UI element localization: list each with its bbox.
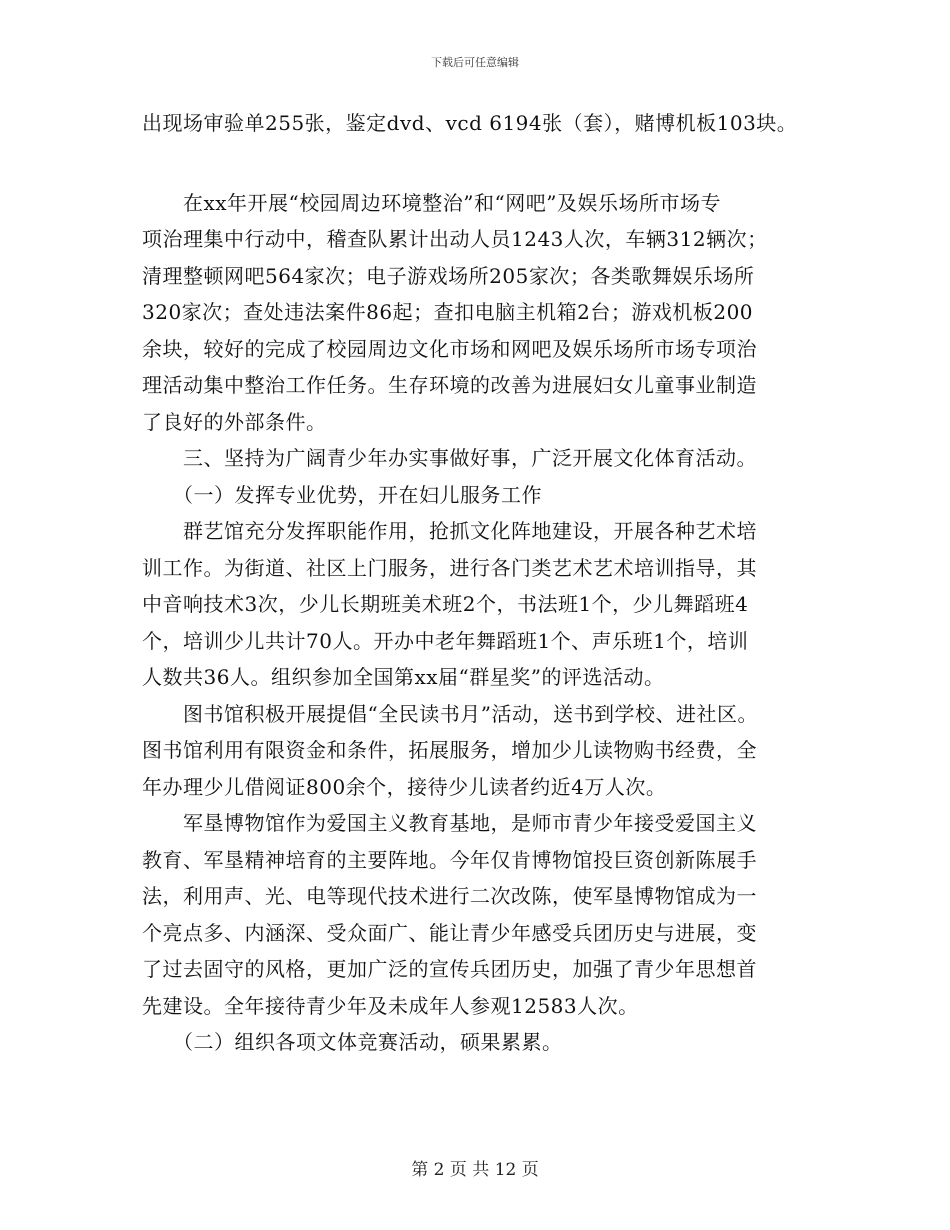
- paragraph-gap: [142, 142, 822, 185]
- text-line: 法，利用声、光、电等现代技术进行二次改陈，使军垦博物馆成为一: [142, 884, 757, 908]
- text-line: 320家次；查处违法案件86起；查扣电脑主机箱2台；游戏机板200: [142, 300, 754, 324]
- text-line: 个，培训少儿共计70人。开办中老年舞蹈班1个、声乐班1个，培训: [142, 628, 749, 653]
- text-line: 在xx年开展“校园周边环境整治”和“网吧”及娱乐场所市场专: [142, 190, 721, 215]
- text-line: 图书馆积极开展提倡“全民读书月”活动，送书到学校、进社区。: [142, 701, 758, 726]
- text-line: 人数共36人。组织参加全国第xx届“群星奖”的评选活动。: [142, 665, 665, 689]
- text-line: 年办理少儿借阅证800余个，接待少儿读者约近4万人次。: [142, 774, 667, 799]
- subsection-heading: （二）组织各项文体竞赛活动，硕果累累。: [142, 1030, 563, 1054]
- text-line: 中音响技术3次，少儿长期班美术班2个，书法班1个，少儿舞蹈班4: [142, 592, 749, 616]
- text-line: 了过去固守的风格，更加广泛的宣传兵团历史，加强了青少年思想首: [142, 957, 757, 981]
- page-header: 下载后可任意编辑: [431, 56, 519, 69]
- text-line: 先建设。全年接待青少年及未成年人参观12583人次。: [142, 993, 639, 1018]
- text-line: 图书馆利用有限资金和条件，拓展服务，增加少儿读物购书经费，全: [142, 738, 757, 762]
- text-line: 出现场审验单255张，鉴定dvd、vcd 6194张（套），赌博机板103块。: [142, 111, 798, 135]
- subsection-heading: （一）发挥专业优势，开在妇儿服务工作: [142, 482, 542, 507]
- text-line: 群艺馆充分发挥职能作用，抢抓文化阵地建设，开展各种艺术培: [142, 519, 757, 543]
- document-body: [142, 105, 822, 1061]
- section-heading: 三、坚持为广阔青少年办实事做好事，广泛开展文化体育活动。: [142, 446, 757, 470]
- text-line: 训工作。为街道、社区上门服务，进行各门类艺术艺术培训指导，其: [142, 555, 757, 580]
- page-footer: 第 2 页 共 12 页: [411, 1160, 539, 1180]
- text-line: 余块，较好的完成了校园周边文化市场和网吧及娱乐场所市场专项治: [142, 336, 757, 361]
- text-line: 项治理集中行动中，稽查队累计出动人员1243人次，车辆312辆次；: [142, 227, 768, 251]
- text-line: 个亮点多、内涵深、受众面广、能让青少年感受兵团历史与进展，变: [142, 920, 757, 945]
- text-line: 教育、军垦精神培育的主要阵地。今年仅肯博物馆投巨资创新陈展手: [142, 847, 757, 872]
- text-line: 了良好的外部条件。: [142, 409, 327, 434]
- text-line: 军垦博物馆作为爱国主义教育基地，是师市青少年接受爱国主义: [142, 811, 757, 835]
- text-line: 清理整顿网吧564家次；电子游戏场所205家次；各类歌舞娱乐场所: [142, 263, 755, 288]
- text-line: 理活动集中整治工作任务。生存环境的改善为进展妇女儿童事业制造: [142, 373, 757, 397]
